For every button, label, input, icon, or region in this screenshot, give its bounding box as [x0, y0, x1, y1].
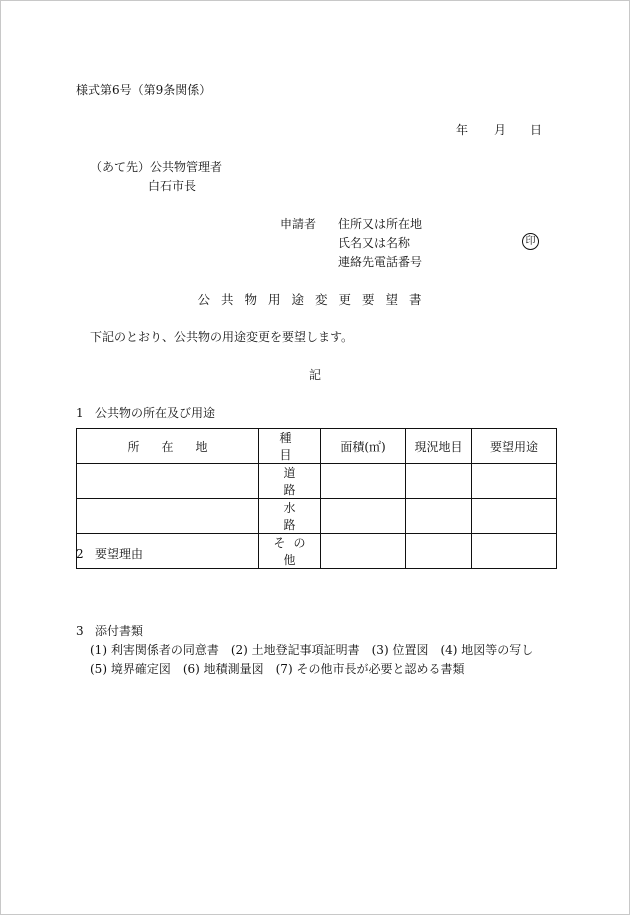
- header-requested-use: 要望用途: [472, 429, 557, 464]
- header-area: 面積(㎡): [321, 429, 406, 464]
- area-cell[interactable]: [321, 464, 406, 499]
- date-day-label: 日: [530, 123, 543, 137]
- table-row: [77, 499, 557, 534]
- requested-use-cell[interactable]: [472, 534, 557, 569]
- kind-cell: その他: [259, 534, 321, 569]
- date-year-label: 年: [456, 123, 469, 137]
- section-3-title: 添付書類: [95, 624, 144, 638]
- applicant-phone-field: 連絡先電話番号: [338, 255, 423, 269]
- usage-table: [76, 428, 557, 569]
- intro-text: 下記のとおり、公共物の用途変更を要望します。: [90, 330, 354, 344]
- addressee-prefix: （あて先）公共物管理者: [90, 160, 223, 174]
- date-month-label: 月: [494, 123, 507, 137]
- seal-mark: 印: [522, 233, 539, 250]
- current-land-use-cell[interactable]: [406, 464, 472, 499]
- header-location: 所在地: [77, 429, 259, 464]
- kind-cell: 水路: [259, 499, 321, 534]
- section-2-title: 要望理由: [95, 547, 144, 561]
- requested-use-cell[interactable]: [472, 499, 557, 534]
- applicant-address-field: 住所又は所在地: [338, 217, 423, 231]
- kind-cell: 道路: [259, 464, 321, 499]
- section-3-heading: [76, 623, 143, 639]
- area-cell[interactable]: [321, 534, 406, 569]
- section-2-number: 2: [76, 547, 84, 561]
- applicant-label: 申請者: [280, 217, 317, 231]
- area-cell[interactable]: [321, 499, 406, 534]
- table-header-row: [77, 429, 557, 464]
- current-land-use-cell[interactable]: [406, 534, 472, 569]
- section-3-number: 3: [76, 624, 84, 638]
- attachment-list-line-2: (5) 境界確定図 (6) 地積測量図 (7) その他市長が必要と認める書類: [90, 662, 465, 676]
- requested-use-cell[interactable]: [472, 464, 557, 499]
- ki-mark: 記: [308, 368, 321, 382]
- section-2-heading: [76, 546, 143, 562]
- applicant-name-field: 氏名又は名称: [338, 236, 411, 250]
- location-cell[interactable]: [77, 499, 259, 534]
- form-number: 様式第6号（第9条関係）: [76, 83, 212, 97]
- document-title: 公共物用途変更要望書: [197, 292, 433, 307]
- table-row: [77, 534, 557, 569]
- section-1-heading: [76, 405, 215, 421]
- section-1-title: 公共物の所在及び用途: [95, 406, 216, 420]
- header-kind: 種目: [259, 429, 321, 464]
- table-row: [77, 464, 557, 499]
- section-1-number: 1: [76, 406, 84, 420]
- date-line: [456, 122, 542, 138]
- header-current-land-use: 現況地目: [406, 429, 472, 464]
- attachment-list-line-1: (1) 利害関係者の同意書 (2) 土地登記事項証明書 (3) 位置図 (4) 地図等の写し: [90, 643, 534, 657]
- addressee-name: 白石市長: [148, 179, 197, 193]
- current-land-use-cell[interactable]: [406, 499, 472, 534]
- location-cell[interactable]: [77, 464, 259, 499]
